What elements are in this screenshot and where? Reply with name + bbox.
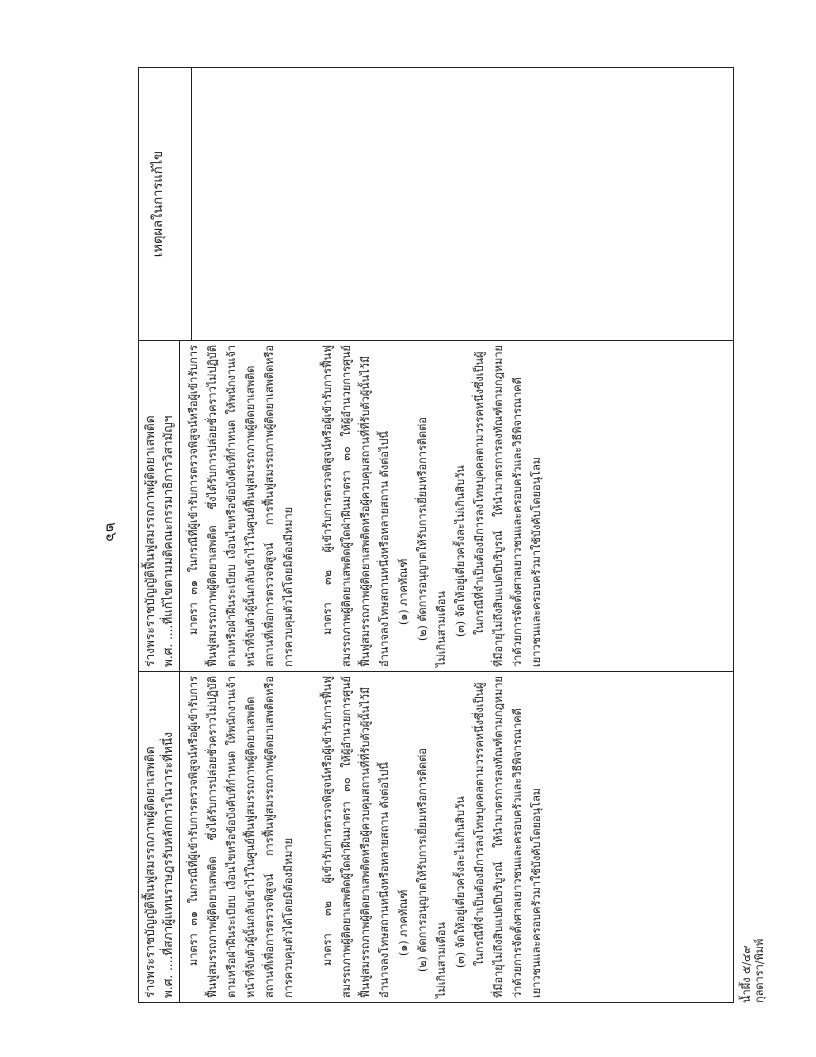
rotated-landscape-page <box>138 67 766 1003</box>
reason-column <box>139 68 734 341</box>
item-3-text: (๓) จัดให้อยู่เดี่ยวครั้งละไม่เกินสิบวัน <box>454 465 467 637</box>
section-32-text: มาตรา ๓๒ ผู้เข้ารับการตรวจพิสูจน์หรือผู้เข้ารับการฟื้นฟูสมรรถภาพผู้ติดยาเสพติดผู้ใดฝ่าฝืนมาตรา ๓๐ ให้ผู้อำนวยการศูนย์ฟื้นฟูสมรรถภาพผู้ติดยาเสพติดหรือผู้ควบคุมสถานที่ที่รับตัวผู้นั้นไว้มีอำนาจลงโทษสถานหนึ่งหรือหลายสถาน ดังต่อไปนี้ <box>321 345 391 667</box>
section-32-text: มาตรา ๓๒ ผู้เข้ารับการตรวจพิสูจน์หรือผู้เข้ารับการฟื้นฟูสมรรถภาพผู้ติดยาเสพติดผู้ใดฝ่าฝืนมาตรา ๓๐ ให้ผู้อำนวยการศูนย์ฟื้นฟูสมรรถภาพผู้ติดยาเสพติดหรือผู้ควบคุมสถานที่ที่รับตัวผู้นั้นไว้มีอำนาจลงโทษสถานหนึ่งหรือหลายสถาน ดังต่อไปนี้ <box>321 676 391 998</box>
typist-note-line-2: กุลดารา/พิมพ์ <box>753 938 766 1003</box>
typist-note <box>740 939 766 1003</box>
item-1-text: (๑) ภาคทัณฑ์ <box>397 889 410 956</box>
header-line-2: พ.ศ. ....ที่แก้ไขตามมติคณะกรรมาธิการวิสามัญฯ <box>161 415 175 667</box>
item-1-text: (๑) ภาคทัณฑ์ <box>397 558 410 625</box>
original-draft-header <box>139 672 180 1002</box>
original-draft-column <box>139 672 734 1003</box>
header-line-1: ร่างพระราชบัญญัติฟื้นฟูสมรรถภาพผู้ติดยาเสพติด <box>143 415 157 667</box>
header-line-2: พ.ศ. ....ที่สภาผู้แทนราษฎรรับหลักการในวาระที่หนึ่ง <box>161 732 175 998</box>
header-line-1: ร่างพระราชบัญญัติฟื้นฟูสมรรถภาพผู้ติดยาเสพติด <box>143 746 157 998</box>
item-2-text: (๒) ตัดการอนุญาตให้รับการเยี่ยมหรือการติดต่อ <box>416 417 429 641</box>
item-2-text: (๒) ตัดการอนุญาตให้รับการเยี่ยมหรือการติดต่อ <box>416 748 429 972</box>
amended-draft-header <box>139 341 180 671</box>
amended-draft-column <box>139 341 734 672</box>
comparison-table <box>138 67 734 1003</box>
amended-draft-body <box>180 341 546 671</box>
original-draft-body <box>180 672 546 1002</box>
section-31-text: มาตรา ๓๑ ในกรณีที่ผู้เข้ารับการตรวจพิสูจน์หรือผู้เข้ารับการฟื้นฟูสมรรถภาพผู้ติดยาเสพติด ซึ่งได้รับการปล่อยชั่วคราวไม่ปฏิบัติตามหรือฝ่าฝืนระเบียบ เงื่อนไขหรือข้อบังคับที่กำหนด ให้พนักงานเจ้าหน้าที่จับตัวผู้นั้นกลับเข้าไว้ในศูนย์ฟื้นฟูสมรรถภาพผู้ติดยาเสพติด สถานที่เพื่อการตรวจพิสูจน์ การฟื้นฟูสมรรถภาพผู้ติดยาเสพติดหรือการควบคุมตัวได้โดยมิต้องมีหมาย <box>187 345 295 667</box>
page-number: ๒๖ <box>102 522 121 542</box>
typist-note-line-1: น้ำผึ้ง ๕/๔๙ <box>740 945 753 1003</box>
item-3-text: (๓) จัดให้อยู่เดี่ยวครั้งละไม่เกินสิบวัน <box>454 796 467 968</box>
paragraph-2-text: ในกรณีที่จำเป็นต้องมีการลงโทษบุคคลตามวรรคหนึ่งซึ่งเป็นผู้ที่มีอายุไม่ถึงสิบแปดปีบริบูรณ์ ให้นำมาตรการลงทัณฑ์ตามกฎหมายว่าด้วยการจัดตั้งศาลเยาวชนและครอบครัวและวิธีพิจารณาคดีเยาวชนและครอบครัวมาใช้บังคับโดยอนุโลม <box>473 345 543 667</box>
paragraph-2-text: ในกรณีที่จำเป็นต้องมีการลงโทษบุคคลตามวรรคหนึ่งซึ่งเป็นผู้ที่มีอายุไม่ถึงสิบแปดปีบริบูรณ์ ให้นำมาตรการลงทัณฑ์ตามกฎหมายว่าด้วยการจัดตั้งศาลเยาวชนและครอบครัวและวิธีพิจารณาคดีเยาวชนและครอบครัวมาใช้บังคับโดยอนุโลม <box>473 676 543 998</box>
reason-header: เหตุผลในการแก้ไข <box>139 68 192 340</box>
item-2-continuation: ไม่เกินสามเดือน <box>435 922 448 998</box>
section-31-text: มาตรา ๓๑ ในกรณีที่ผู้เข้ารับการตรวจพิสูจน์หรือผู้เข้ารับการฟื้นฟูสมรรถภาพผู้ติดยาเสพติด ซึ่งได้รับการปล่อยชั่วคราวไม่ปฏิบัติตามหรือฝ่าฝืนระเบียบ เงื่อนไขหรือข้อบังคับที่กำหนด ให้พนักงานเจ้าหน้าที่จับตัวผู้นั้นกลับเข้าไว้ในศูนย์ฟื้นฟูสมรรถภาพผู้ติดยาเสพติด สถานที่เพื่อการตรวจพิสูจน์ การฟื้นฟูสมรรถภาพผู้ติดยาเสพติดหรือการควบคุมตัวได้โดยมิต้องมีหมาย <box>187 676 295 998</box>
item-2-continuation: ไม่เกินสามเดือน <box>435 591 448 667</box>
